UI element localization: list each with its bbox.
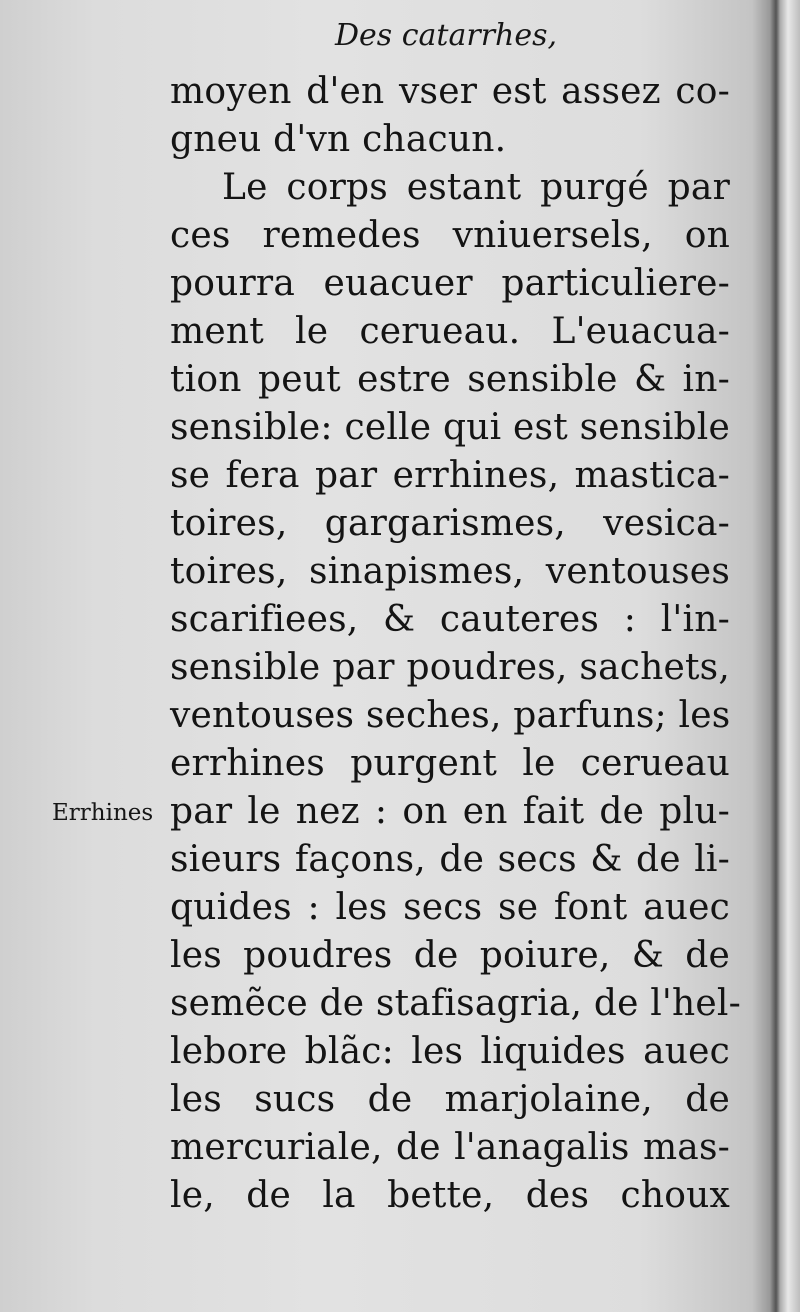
text-line: ment le cerueau. L'euacua- — [170, 311, 730, 352]
text-line: mercuriale, de l'anagalis mas- — [170, 1127, 730, 1168]
running-head: Des catarrhes, — [335, 18, 558, 53]
text-line: pourra euacuer particuliere- — [170, 263, 730, 304]
text-line: Le corps estant purgé par — [222, 167, 730, 208]
main-text — [170, 68, 741, 1220]
text-line: se fera par errhines, mastica- — [170, 455, 730, 496]
text-line: le, de la bette, des choux — [170, 1175, 730, 1216]
text-line: sieurs façons, de secs & de li- — [170, 839, 730, 880]
text-line: les sucs de marjolaine, de — [170, 1079, 730, 1120]
text-line: toires, sinapismes, ventouses — [170, 551, 730, 592]
text-line: ventouses seches, parfuns; les — [170, 695, 731, 736]
text-line: sensible par poudres, sachets, — [170, 647, 730, 688]
text-line: semẽce de stafisagria, de l'hel- — [170, 983, 741, 1024]
text-line: tion peut estre sensible & in- — [170, 359, 730, 400]
text-line: les poudres de poiure, & de — [170, 935, 730, 976]
text-line: scarifiees, & cauteres : l'in- — [170, 599, 730, 640]
text-line: par le nez : on en fait de plu- — [170, 791, 730, 832]
text-line: lebore blãc: les liquides auec — [170, 1031, 730, 1072]
text-line: ces remedes vniuersels, on — [170, 215, 730, 256]
text-line: errhines purgent le cerueau — [170, 743, 730, 784]
page-gutter-shadow — [770, 0, 780, 1312]
text-line: moyen d'en vser est assez co- — [170, 71, 730, 112]
text-line: sensible: celle qui est sensible — [170, 407, 730, 448]
text-line: toires, gargarismes, vesica- — [170, 503, 730, 544]
text-line: quides : les secs se font auec — [170, 887, 730, 928]
margin-note: Errhines — [52, 800, 154, 826]
text-line: gneu d'vn chacun. — [170, 119, 507, 160]
